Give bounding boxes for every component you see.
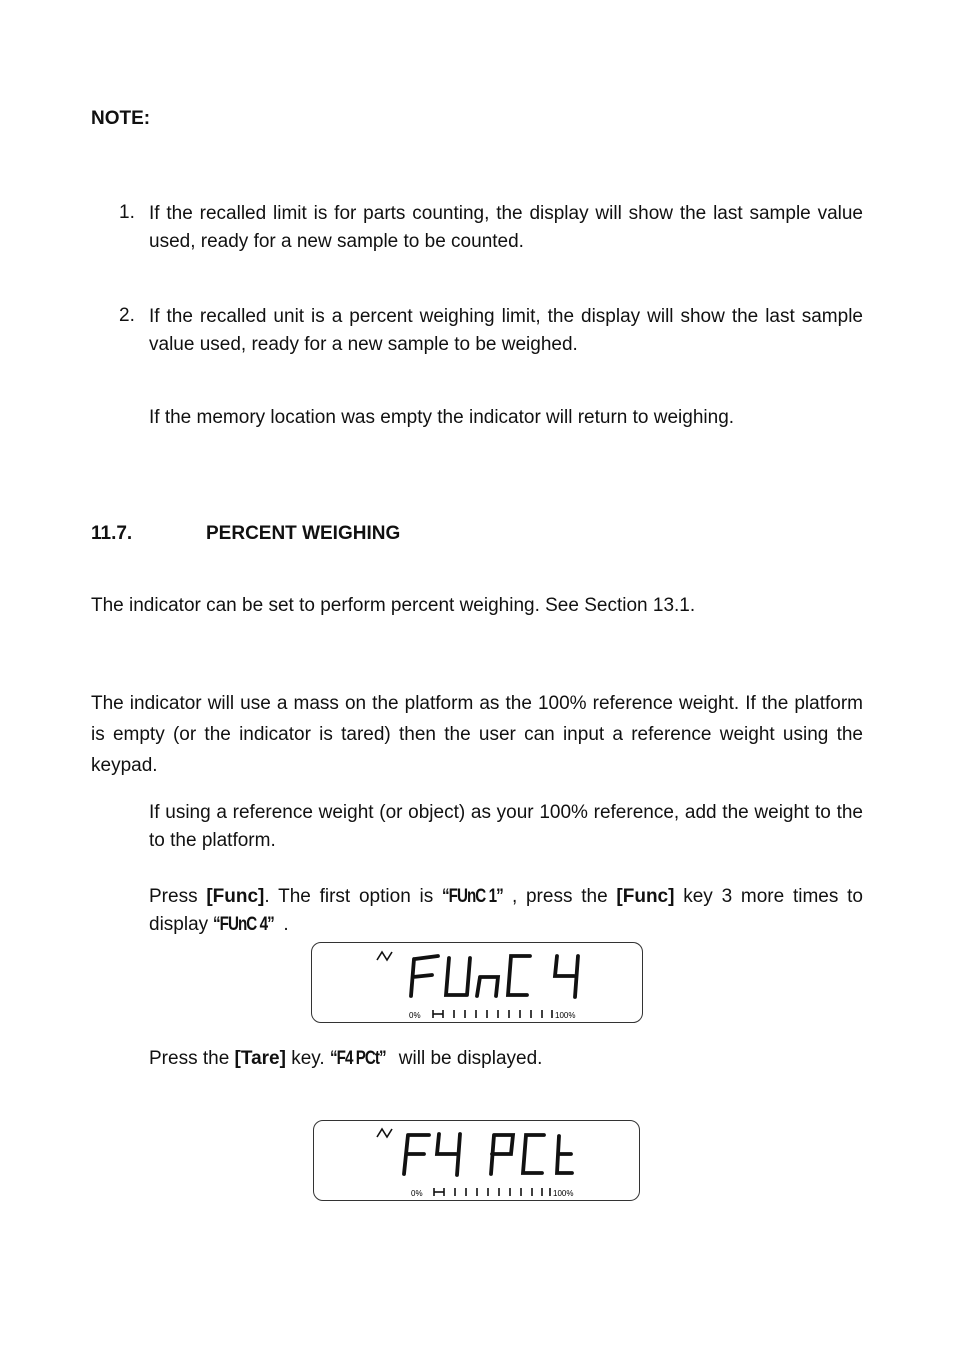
bar-graph-2 <box>434 1188 550 1196</box>
list-number-1: 1. <box>119 202 135 223</box>
bar-min-label-2: 0% <box>411 1189 423 1198</box>
note-label: NOTE: <box>91 108 151 129</box>
list-number-2: 2. <box>119 305 135 326</box>
list-item-1: If the recalled limit is for parts counting, the display will show the last sample value used, ready for a new sample to be counted. <box>149 203 863 252</box>
reference-paragraph: The indicator will use a mass on the platform as the 100% reference weight. If the platform is empty (or the indicator is tared) then the user can input a reference weight using the keypad. <box>91 693 863 776</box>
stable-indicator-icon-2 <box>377 1129 392 1137</box>
step-reference-text: If using a reference weight (or object) as your 100% reference, add the weight to the to the platform. <box>149 802 863 851</box>
step-tare-text: Press the [Tare] key. “F4 PCt” will be displayed. <box>149 1048 543 1069</box>
bar-max-label-2: 100% <box>553 1189 574 1198</box>
tare-key-label: [Tare] <box>234 1048 286 1069</box>
func4-code: “FUnC 4” <box>213 914 275 935</box>
func-key-label-2: [Func] <box>616 886 675 907</box>
section-title: PERCENT WEIGHING <box>206 523 401 544</box>
func1-code: “FUnC 1” <box>442 886 503 907</box>
intro-text: The indicator can be set to perform percent weighing. See Section 13.1. <box>91 595 696 616</box>
func-key-label: [Func] <box>206 886 265 907</box>
lcd-display-func4 <box>311 942 643 1023</box>
list-item-2: If the recalled unit is a percent weighing limit, the display will show the last sample value used, ready for a new sample to be weighed. <box>149 306 863 355</box>
bar-graph <box>433 1010 552 1018</box>
step-func-text: Press [Func]. The first option is “FUnC 1” , press the [Func] key 3 more times to display “FUnC 4” . <box>149 883 863 939</box>
f4pct-code: “F4 PCt” <box>329 1048 386 1069</box>
bar-min-label: 0% <box>409 1011 421 1020</box>
empty-memory-text: If the memory location was empty the indicator will return to weighing. <box>149 407 735 428</box>
lcd-reading-func4 <box>411 956 578 997</box>
bar-max-label: 100% <box>555 1011 576 1020</box>
lcd-display-f4pct <box>313 1120 640 1201</box>
lcd-reading-f4pct <box>404 1134 572 1175</box>
stable-indicator-icon <box>377 952 392 960</box>
section-number: 11.7. <box>91 523 133 544</box>
